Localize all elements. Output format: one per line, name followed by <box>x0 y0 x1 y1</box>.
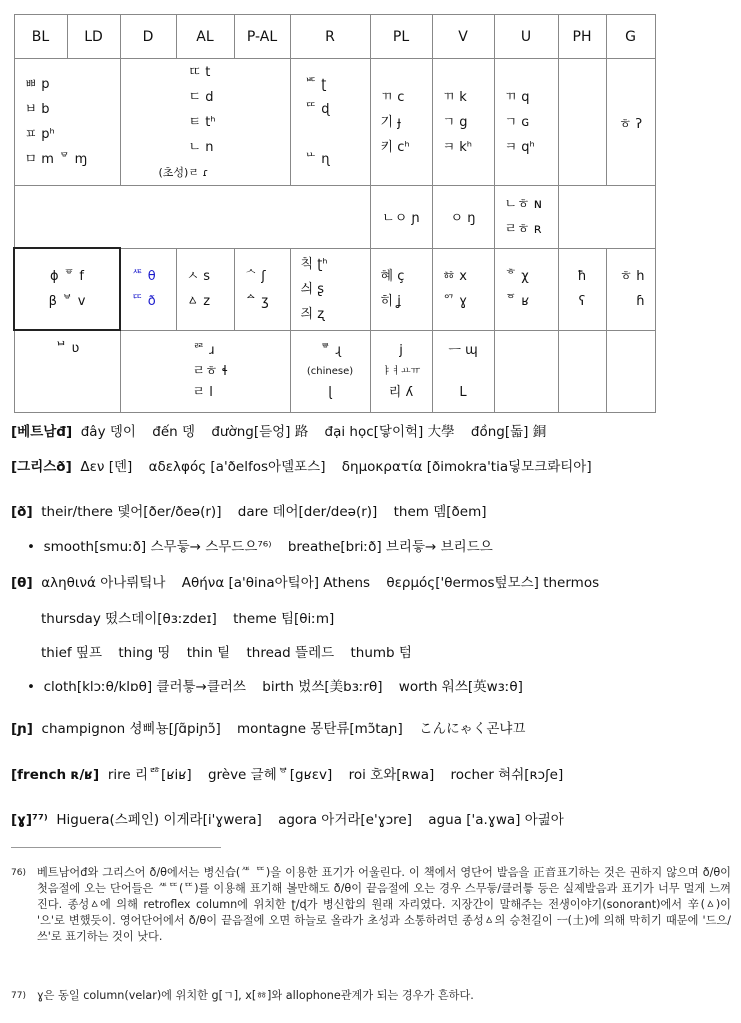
footnote-text: 베트남어đ와 그리스어 ð/θ에서는 병신습(ᄹ ᄄ)을 이용한 표기가 어울린다. 이 책에서 영단어 발음을 正音표기하는 것은 권하지 않으며 ð/θ이 첫음절에 오는 단어들은 ᄹᄄ(ᄄ)를 이용해 표기해 볼만해도 ð/θ이 끝음절에 오는 경우 스무듷/클러틓 등은 실제발음과 표기가 너무 멀게 느껴진다. 종성ㅿ에 의해 retroflex column에 위치한 ʈ/ɖ가 병신합의 원래 자리였다. 지장간이 말해주는 전생이야기(sonorant)에서 辛(ㅿ)이 '으'로 변했듯이. 영어단어에서 ð/θ이 끝음절에 오면 하늘로 올라가 초성과 소통하려던 종성ㅿ의 승천길이 ㅡ(土)에 의해 막히기 때문에 '드으/쓰'로 표기하는 것이 낫다. <box>37 866 731 943</box>
example-word: roi 호와[ʀwa] <box>348 767 435 783</box>
example-word: agora 아거라[e'ɣɔre] <box>278 812 412 828</box>
example-word: rire 리ᄚ[ʁiʁ] <box>107 767 192 783</box>
header-r: R <box>290 15 370 59</box>
example-word: grève 글헤ᄫ[gʁɛv] <box>207 767 333 783</box>
cell-alveolar-plosives <box>120 59 290 186</box>
cell-line: ɦ <box>636 294 645 309</box>
cell-dental-fricatives <box>120 248 176 330</box>
cell-empty <box>558 330 606 413</box>
cell-empty <box>606 330 655 413</box>
example-word: cloth[klɔːθ/klɒθ] 클러틓→클러쓰 <box>43 679 246 695</box>
cell-velar-nasal: ㅇ ŋ <box>432 186 494 249</box>
cell-velar-approximants <box>432 330 494 413</box>
line-label: [ɲ] <box>11 721 33 737</box>
footnote-76 <box>11 865 731 945</box>
cell-line: j <box>399 342 403 358</box>
example-word: worth 워쓰[英wɜːθ] <box>398 679 523 695</box>
line-label: [ð] <box>11 504 33 520</box>
cell-line: ㅿ z <box>186 294 211 309</box>
cell-line: 리 ʎ <box>388 384 414 400</box>
footnote-77 <box>11 988 731 1004</box>
cell-line small: (chinese) <box>306 365 354 377</box>
cell-line: 칙 ʈʰ <box>300 256 328 272</box>
example-word: δημοκρατία [ðimokra'tia딯모크롸티아] <box>341 459 592 475</box>
cell-line: ᄾ ʃ <box>244 269 266 284</box>
header-al: AL <box>176 15 234 59</box>
footnote-number: 76) <box>11 868 26 878</box>
header-ld: LD <box>67 15 120 59</box>
header-bl: BL <box>14 15 67 59</box>
example-word: Higuera(스페인) 이게라[i'ɣwera] <box>56 812 262 828</box>
cell-uvular-fricatives <box>494 248 558 330</box>
cell-line: ㅃ p <box>24 77 50 92</box>
cell-pharyngeal-fricatives <box>558 248 606 330</box>
example-word: αληθινά 아나뤼팈나 <box>41 575 166 591</box>
line-label: [ɣ]⁷⁷⁾ <box>11 812 48 828</box>
example-word: birth 벘쓰[美bɜːrθ] <box>262 679 383 695</box>
cell-line: ㄱ g <box>442 114 468 130</box>
cell-line: ᄄ ð <box>131 294 156 309</box>
example-word: thin 팉 <box>186 645 231 661</box>
cell-line: ㄴㅎ ɴ <box>504 196 542 212</box>
header-u: U <box>494 15 558 59</box>
cell-line: ㄴ n <box>188 139 214 155</box>
cell-line: ㄸ t <box>188 64 211 80</box>
cell-alveolar-fricatives <box>176 248 234 330</box>
example-word: dare 데어[der/deə(r)] <box>237 504 378 520</box>
header-ph: PH <box>558 15 606 59</box>
cell-palatal-nasal: ㄴㅇ ɲ <box>370 186 432 249</box>
line-theta-2 <box>11 607 346 627</box>
line-label: [french ʀ/ʁ] <box>11 767 100 783</box>
cell-line: β ᄫ v <box>48 294 86 309</box>
cell-line: ʕ <box>578 294 586 309</box>
plosive-nasal-row <box>14 59 655 186</box>
line-theta-bullet <box>11 675 535 695</box>
cell-uvular-nasal <box>494 186 558 249</box>
line-theta <box>11 571 611 591</box>
example-word: Αθήνα [a'θina아팈아] Athens <box>181 575 371 591</box>
cell-alveolar-approximants <box>120 330 290 413</box>
cell-line: ㄹ l <box>192 384 213 400</box>
example-word: こんにゃく곤냐끄 <box>419 721 526 737</box>
cell-line: ㅁ m ᄝ ɱ <box>24 152 88 167</box>
line-palatal-nasal <box>11 717 537 737</box>
cell-line: 혜 ç <box>380 269 405 284</box>
line-greek <box>11 455 604 475</box>
header-g: G <box>606 15 655 59</box>
cell-empty-nasal <box>14 186 370 249</box>
cell-line: ㅌ tʰ <box>188 114 216 130</box>
cell-line: ㅎ h <box>619 269 645 284</box>
cell-empty <box>558 186 655 249</box>
header-d: D <box>120 15 176 59</box>
cell-postalveolar-fricatives <box>234 248 290 330</box>
header-pl: PL <box>370 15 432 59</box>
cell-line: ㄹㅎ ʀ <box>504 221 542 237</box>
cell-palatal-plosives <box>370 59 432 186</box>
cell-line: ㅑㅕㅛㅠ <box>381 365 421 377</box>
cell-line: ᄙ ɹ <box>192 342 215 358</box>
example-word: thing 띵 <box>118 645 171 661</box>
line-eth <box>11 500 499 520</box>
cell-line: ㅋ kʰ <box>442 139 472 155</box>
ipa-consonant-table <box>13 14 656 413</box>
example-word: Δεν [덴] <box>80 459 133 475</box>
cell-line: ɭ <box>328 384 332 400</box>
cell-velar-fricatives <box>432 248 494 330</box>
cell-line: ㄲ k <box>442 89 467 105</box>
cell-line: ㅅ s <box>186 269 210 284</box>
cell-retroflex-plosives <box>290 59 370 186</box>
cell-line: ᄄ ɖ <box>304 102 330 117</box>
cell-line: ᄒ χ <box>504 269 529 284</box>
example-word: smooth[smuːð] 스무듷→ 스무드으⁷⁶⁾ <box>43 539 272 555</box>
example-word: thursday 떴스데이[θɜːzdeɪ] <box>41 611 217 627</box>
example-word: agua ['a.ɣwa] 아긢아 <box>428 812 564 828</box>
line-label: [θ] <box>11 575 33 591</box>
example-word: αδελφός [a'ðelfos아델포스] <box>148 459 326 475</box>
cell-bilabial-plosives <box>14 59 120 186</box>
line-theta-3 <box>11 641 424 661</box>
cell-line: ᄠ ʈ <box>304 77 327 92</box>
fricative-row <box>14 248 655 330</box>
example-word: thread 뜰레드 <box>246 645 335 661</box>
cell-line: 히 ʝ <box>380 294 401 309</box>
example-word: đường[듣엉] 路 <box>211 424 309 440</box>
bullet: • <box>27 679 35 695</box>
cell-line: ㅍ pʰ <box>24 127 55 142</box>
cell-uvular-plosives <box>494 59 558 186</box>
footnote-number: 77) <box>11 991 26 1001</box>
example-word: breathe[briːð] 브리듷→ 브리드으 <box>287 539 493 555</box>
example-word: đến 뎅 <box>152 424 196 440</box>
header-row <box>14 15 655 59</box>
footnote-divider <box>11 847 221 848</box>
cell-line: ㅡ ɰ <box>448 342 478 358</box>
footnote-text: ɣ은 동일 column(velar)에 위치한 g[ㄱ], x[ㆅ]와 allophone관계가 되는 경우가 흔하다. <box>37 989 474 1002</box>
cell-line: ㄷ d <box>188 89 214 105</box>
example-word: θερμός['θermos텊모스] thermos <box>386 575 600 591</box>
example-word: đồng[돏] 銅 <box>470 424 547 440</box>
cell-bilabial-fricatives <box>14 248 120 330</box>
header-v: V <box>432 15 494 59</box>
cell-glottal-fricatives <box>606 248 655 330</box>
example-word: rocher 혀쉬[ʀɔʃe] <box>450 767 564 783</box>
cell-line: ᅀ ʒ <box>244 294 269 309</box>
header-pal: P-AL <box>234 15 290 59</box>
cell-pharyngeal-plosives <box>558 59 606 186</box>
example-word: theme 팀[θiːm] <box>233 611 335 627</box>
line-french-r <box>11 763 575 783</box>
line-eth-bullet <box>11 535 505 555</box>
cell-line: ᅁ ɣ <box>442 294 467 309</box>
cell-glottal-plosive: ㅎ ʔ <box>606 59 655 186</box>
cell-line: 싀 ʂ <box>300 281 324 297</box>
line-label: [베트남đ] <box>11 424 73 440</box>
example-word: their/there 뎇어[ðer/ðeə(r)] <box>41 504 222 520</box>
example-word: đại học[닿이헉] 大學 <box>324 424 455 440</box>
cell-labiodental-approximant: ᄇ ʋ <box>14 330 120 413</box>
cell-line <box>443 361 484 382</box>
cell-line: ᄛ ɻ <box>318 342 342 358</box>
cell-line: ㅂ b <box>24 102 50 117</box>
cell-line: ㆅ x <box>442 269 467 284</box>
cell-line: (초성)ㄹ ɾ <box>158 165 209 179</box>
cell-line: ㄲ q <box>504 89 530 105</box>
line-gamma <box>11 808 576 828</box>
line-vietnamese <box>11 420 558 440</box>
cell-empty <box>494 330 558 413</box>
cell-palatal-approximants <box>370 330 432 413</box>
cell-palatal-fricatives <box>370 248 432 330</box>
cell-velar-plosives <box>432 59 494 186</box>
cell-line: 키 cʰ <box>380 139 410 155</box>
line-label: [그리스ð] <box>11 459 72 475</box>
example-word: thief 띺프 <box>41 645 103 661</box>
cell-line: ᄹ θ <box>131 269 156 284</box>
cell-line: ħ <box>577 269 587 284</box>
example-word: champignon 셩삐뇽[ʃɑ̃piɲɔ̃] <box>41 721 221 737</box>
nasal-row <box>14 186 655 249</box>
cell-retroflex-approximants <box>290 330 370 413</box>
example-word: đây 뎅이 <box>80 424 136 440</box>
approximant-row <box>14 330 655 413</box>
cell-line: 즤 ʐ <box>300 306 325 322</box>
example-word: montagne 몽탄류[mɔ̃taɲ] <box>237 721 403 737</box>
cell-line <box>305 122 360 147</box>
cell-line: L <box>459 384 467 400</box>
example-word: thumb 텀 <box>350 645 412 661</box>
cell-line: ㄲ c <box>380 89 405 105</box>
cell-line: ᄔ ɳ <box>304 152 330 167</box>
cell-line: 기 ɟ <box>380 114 401 130</box>
example-word: them 뎀[ðem] <box>393 504 487 520</box>
cell-line: ㄹㅎ ɬ <box>192 363 229 379</box>
cell-line: ㅋ qʰ <box>504 139 535 155</box>
cell-line: ᅙ ʁ <box>504 294 530 309</box>
cell-retroflex-fricatives <box>290 248 370 330</box>
bullet: • <box>27 539 35 555</box>
cell-line: ɸ ᅗ f <box>50 269 84 284</box>
cell-line: ㄱ ɢ <box>504 114 530 130</box>
